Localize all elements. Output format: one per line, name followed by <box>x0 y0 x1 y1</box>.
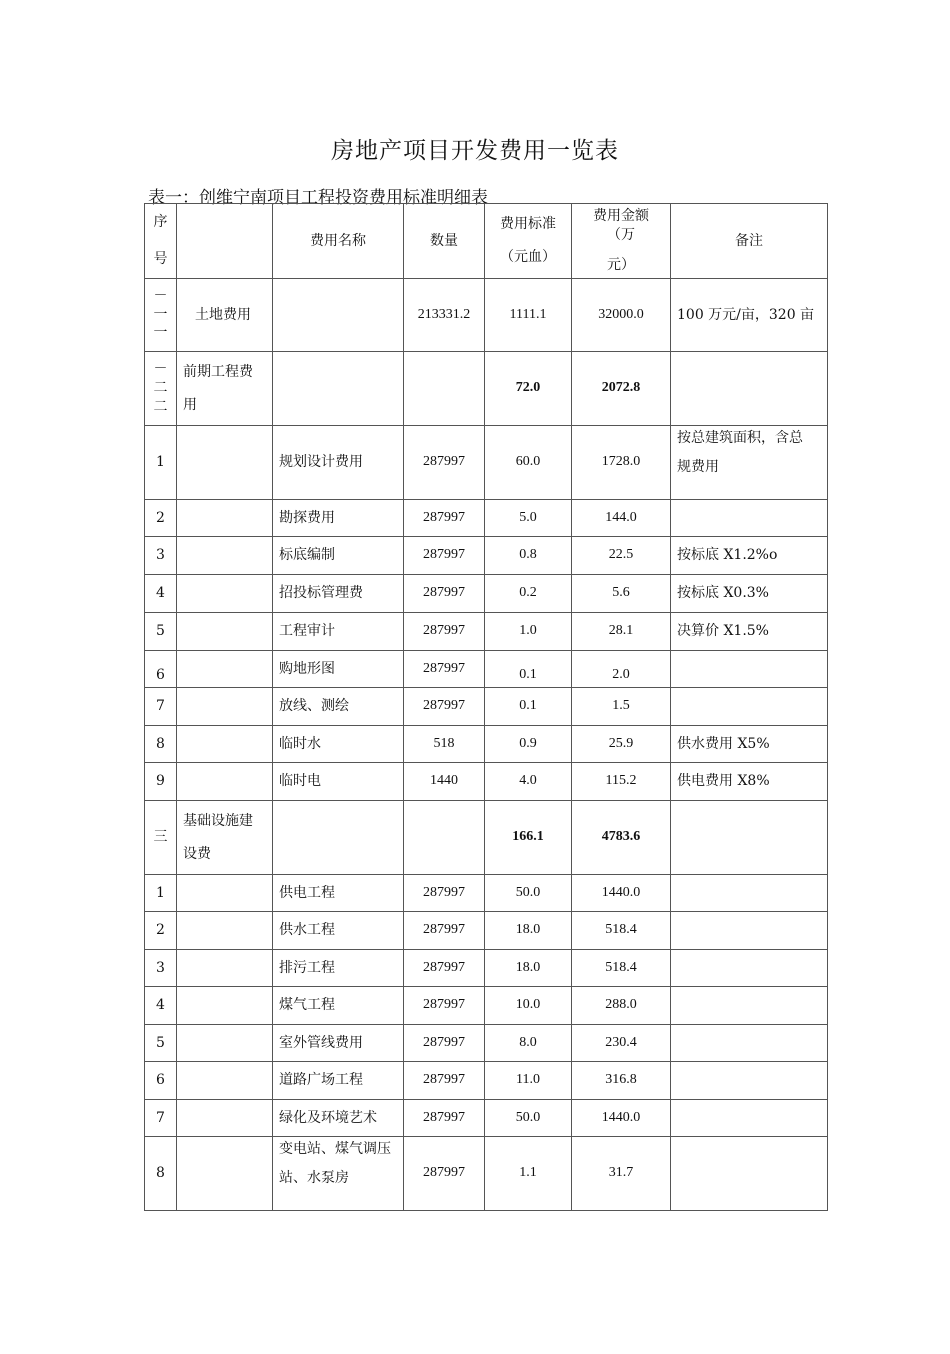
seq-line: 二 <box>153 380 168 397</box>
name-cell: 招投标管理费 <box>273 575 404 613</box>
table-row <box>145 875 828 912</box>
name-cell: 临时水 <box>273 726 404 763</box>
empty-cell <box>671 1025 828 1062</box>
qty-cell: 287997 <box>404 426 485 500</box>
name-cell: 绿化及环境艺术 <box>273 1100 404 1137</box>
section-name <box>177 352 273 426</box>
name-cell: 排污工程 <box>273 950 404 987</box>
header-name: 费用名称 <box>273 204 404 279</box>
empty-cell <box>177 912 273 950</box>
empty-cell <box>671 987 828 1025</box>
remark-cell <box>671 426 828 500</box>
std-cell: 0.2 <box>485 575 572 613</box>
remark-cell: 决算价 X1.5% <box>671 613 828 651</box>
qty-cell: 1440 <box>404 763 485 801</box>
std-cell: 166.1 <box>485 801 572 875</box>
no-cell: 7 <box>145 1100 177 1137</box>
empty-cell <box>177 726 273 763</box>
empty-cell <box>177 651 273 688</box>
remark-cell <box>671 651 828 688</box>
std-cell: 1.0 <box>485 613 572 651</box>
remark-cell <box>671 688 828 726</box>
empty-cell <box>671 1137 828 1211</box>
name-cell: 购地形图 <box>273 651 404 688</box>
no-cell: 8 <box>145 1137 177 1211</box>
table-row <box>145 651 828 688</box>
header-amt <box>572 204 671 279</box>
std-cell: 50.0 <box>485 875 572 912</box>
std-cell: 60.0 <box>485 426 572 500</box>
empty-cell <box>671 912 828 950</box>
section-name: 土地费用 <box>177 279 273 352</box>
amt-cell: 5.6 <box>572 575 671 613</box>
std-cell: 50.0 <box>485 1100 572 1137</box>
document-title: 房地产项目开发费用一览表 <box>331 138 619 164</box>
no-cell: 5 <box>145 613 177 651</box>
seq-line: － <box>153 361 168 378</box>
qty-cell: 287997 <box>404 688 485 726</box>
qty-cell: 213331.2 <box>404 279 485 352</box>
amt-cell: 31.7 <box>572 1137 671 1211</box>
std-cell: 1.1 <box>485 1137 572 1211</box>
amt-cell: 518.4 <box>572 950 671 987</box>
name-cell <box>273 1137 404 1211</box>
no-cell: 6 <box>145 651 177 688</box>
no-cell: 6 <box>145 1062 177 1100</box>
qty-cell: 287997 <box>404 950 485 987</box>
remark-cell: 按标底 X0.3% <box>671 575 828 613</box>
amt-cell: 32000.0 <box>572 279 671 352</box>
header-amt-line: 元） <box>607 257 635 274</box>
qty-cell: 287997 <box>404 1137 485 1211</box>
empty-cell <box>177 688 273 726</box>
header-std <box>485 204 572 279</box>
empty-cell <box>177 500 273 537</box>
amt-cell: 28.1 <box>572 613 671 651</box>
amt-cell: 1440.0 <box>572 875 671 912</box>
std-cell: 1111.1 <box>485 279 572 352</box>
name-cell: 工程审计 <box>273 613 404 651</box>
name-cell: 道路广场工程 <box>273 1062 404 1100</box>
table-caption: 表一：创维宁南项目工程投资费用标准明细表 <box>148 188 488 208</box>
empty-cell <box>273 352 404 426</box>
remark-line: 规费用 <box>677 458 719 475</box>
empty-cell <box>177 613 273 651</box>
table-row <box>145 726 828 763</box>
no-cell: 1 <box>145 875 177 912</box>
empty-cell <box>273 801 404 875</box>
name-cell: 煤气工程 <box>273 987 404 1025</box>
seq-line: 一 <box>153 306 168 323</box>
section-name <box>177 801 273 875</box>
qty-cell: 287997 <box>404 500 485 537</box>
empty-cell <box>177 1137 273 1211</box>
amt-cell: 2.0 <box>572 651 671 688</box>
std-cell: 4.0 <box>485 763 572 801</box>
qty-cell: 287997 <box>404 987 485 1025</box>
amt-cell: 2072.8 <box>572 352 671 426</box>
table-row <box>145 537 828 575</box>
header-std-line: （元血） <box>500 249 556 265</box>
empty-cell <box>177 537 273 575</box>
no-cell: 3 <box>145 537 177 575</box>
amt-cell: 288.0 <box>572 987 671 1025</box>
table-row <box>145 1025 828 1062</box>
table-row <box>145 613 828 651</box>
amt-cell: 1440.0 <box>572 1100 671 1137</box>
empty-cell <box>177 1025 273 1062</box>
no-cell: 9 <box>145 763 177 801</box>
section-row <box>145 279 828 352</box>
std-cell: 72.0 <box>485 352 572 426</box>
empty-cell <box>273 279 404 352</box>
std-cell: 0.8 <box>485 537 572 575</box>
amt-cell: 4783.6 <box>572 801 671 875</box>
name-cell: 室外管线费用 <box>273 1025 404 1062</box>
table-row <box>145 1100 828 1137</box>
table-row <box>145 950 828 987</box>
section-name-line: 基础设施建 <box>183 812 253 829</box>
std-cell: 8.0 <box>485 1025 572 1062</box>
empty-cell <box>177 426 273 500</box>
header-seq <box>145 204 177 279</box>
remark-cell <box>671 500 828 537</box>
empty-cell <box>177 875 273 912</box>
qty-cell: 287997 <box>404 1025 485 1062</box>
qty-cell: 287997 <box>404 1100 485 1137</box>
empty-cell <box>177 763 273 801</box>
section-seq <box>145 279 177 352</box>
empty-cell <box>671 875 828 912</box>
empty-cell <box>671 352 828 426</box>
name-cell: 标底编制 <box>273 537 404 575</box>
empty-cell <box>671 950 828 987</box>
name-cell: 临时电 <box>273 763 404 801</box>
table-row <box>145 763 828 801</box>
qty-cell: 287997 <box>404 875 485 912</box>
cost-table <box>144 203 828 1211</box>
name-cell: 规划设计费用 <box>273 426 404 500</box>
std-cell: 11.0 <box>485 1062 572 1100</box>
empty-cell <box>177 1100 273 1137</box>
empty-cell <box>404 352 485 426</box>
table-row <box>145 987 828 1025</box>
table-row <box>145 575 828 613</box>
no-cell: 5 <box>145 1025 177 1062</box>
empty-cell <box>404 801 485 875</box>
std-cell: 10.0 <box>485 987 572 1025</box>
seq-line: 二 <box>153 398 168 415</box>
header-amt-line: （万 <box>607 226 635 243</box>
amt-cell: 144.0 <box>572 500 671 537</box>
empty-cell <box>671 1100 828 1137</box>
header-remark: 备注 <box>671 204 828 279</box>
empty-cell <box>177 575 273 613</box>
qty-cell: 287997 <box>404 912 485 950</box>
remark-cell: 100 万元/亩，320 亩 <box>671 279 828 352</box>
std-cell: 5.0 <box>485 500 572 537</box>
section-seq <box>145 352 177 426</box>
qty-cell: 518 <box>404 726 485 763</box>
section-seq: 三 <box>145 801 177 875</box>
name-cell: 勘探费用 <box>273 500 404 537</box>
amt-cell: 316.8 <box>572 1062 671 1100</box>
table-row <box>145 500 828 537</box>
std-cell: 0.9 <box>485 726 572 763</box>
header-blank <box>177 204 273 279</box>
std-cell: 18.0 <box>485 950 572 987</box>
header-std-line: 费用标准 <box>500 216 556 233</box>
empty-cell <box>671 801 828 875</box>
seq-line: 一 <box>153 325 168 342</box>
amt-cell: 230.4 <box>572 1025 671 1062</box>
name-cell: 供水工程 <box>273 912 404 950</box>
qty-cell: 287997 <box>404 1062 485 1100</box>
amt-cell: 518.4 <box>572 912 671 950</box>
section-name-line: 设费 <box>183 845 211 862</box>
qty-cell: 287997 <box>404 537 485 575</box>
no-cell: 1 <box>145 426 177 500</box>
amt-cell: 115.2 <box>572 763 671 801</box>
header-seq-line: 序 <box>153 214 168 231</box>
no-cell: 4 <box>145 575 177 613</box>
table-header-row <box>145 204 828 279</box>
no-cell: 3 <box>145 950 177 987</box>
no-cell: 4 <box>145 987 177 1025</box>
no-cell: 2 <box>145 912 177 950</box>
qty-cell: 287997 <box>404 575 485 613</box>
amt-cell: 22.5 <box>572 537 671 575</box>
empty-cell <box>671 1062 828 1100</box>
qty-cell: 287997 <box>404 651 485 688</box>
empty-cell <box>177 1062 273 1100</box>
table-row <box>145 426 828 500</box>
section-row <box>145 801 828 875</box>
empty-cell <box>177 950 273 987</box>
remark-line: 按总建筑面积，含总 <box>677 430 803 446</box>
no-cell: 8 <box>145 726 177 763</box>
name-cell: 供电工程 <box>273 875 404 912</box>
std-cell: 18.0 <box>485 912 572 950</box>
name-line: 变电站、煤气调压 <box>279 1141 391 1157</box>
amt-cell: 25.9 <box>572 726 671 763</box>
section-name-line: 前期工程费 <box>183 363 253 380</box>
name-cell: 放线、测绘 <box>273 688 404 726</box>
table-row <box>145 688 828 726</box>
empty-cell <box>177 987 273 1025</box>
name-line: 站、水泵房 <box>279 1169 349 1186</box>
header-seq-line: 号 <box>153 251 168 267</box>
section-name-line: 用 <box>183 396 197 413</box>
remark-cell: 按标底 X1.2%o <box>671 537 828 575</box>
table-row <box>145 1137 828 1211</box>
amt-cell: 1728.0 <box>572 426 671 500</box>
section-row <box>145 352 828 426</box>
std-cell: 0.1 <box>485 651 572 688</box>
seq-line: － <box>153 287 168 304</box>
header-amt-line: 费用金额 <box>593 207 649 224</box>
qty-cell: 287997 <box>404 613 485 651</box>
remark-cell: 供电费用 X8% <box>671 763 828 801</box>
std-cell: 0.1 <box>485 688 572 726</box>
table-row <box>145 912 828 950</box>
no-cell: 2 <box>145 500 177 537</box>
no-cell: 7 <box>145 688 177 726</box>
header-qty: 数量 <box>404 204 485 279</box>
remark-cell: 供水费用 X5% <box>671 726 828 763</box>
table-row <box>145 1062 828 1100</box>
amt-cell: 1.5 <box>572 688 671 726</box>
